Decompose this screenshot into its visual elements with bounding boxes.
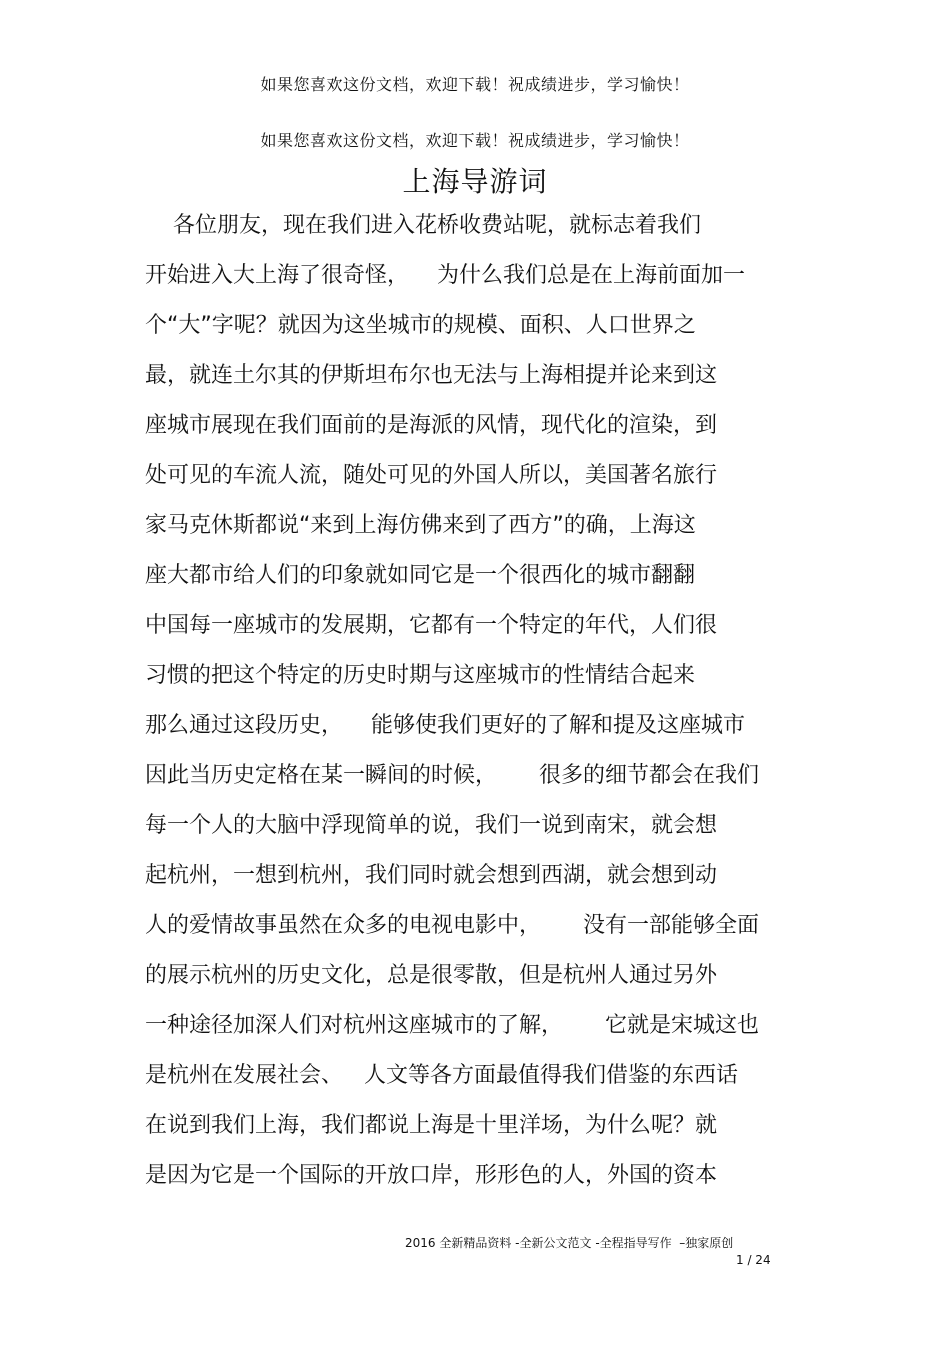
document-title: 上海导游词 — [402, 165, 548, 198]
body-line: 每一个人的大脑中浮现简单的说，我们一说到南宋，就会想 — [145, 813, 718, 838]
page-number: 1 / 24 — [736, 1253, 771, 1267]
body-line: 处可见的车流人流，随处可见的外国人所以，美国著名旅行 — [145, 463, 718, 488]
body-line: 人的爱情故事虽然在众多的电视电影中， 没有一部能够全面 — [145, 913, 759, 938]
promo-text-second: 如果您喜欢这份文档，欢迎下载！祝成绩进步，学习愉快！ — [260, 131, 690, 150]
body-line: 开始进入大上海了很奇怪， 为什么我们总是在上海前面加一 — [145, 263, 745, 288]
body-line: 因此当历史定格在某一瞬间的时候， 很多的细节都会在我们 — [145, 763, 759, 788]
body-line: 座大都市给人们的印象就如同它是一个很西化的城市翻翻 — [145, 563, 696, 588]
body-line: 是因为它是一个国际的开放口岸，形形色的人，外国的资本 — [145, 1163, 718, 1188]
body-line: 习惯的把这个特定的历史时期与这座城市的性情结合起来 — [145, 663, 696, 688]
body-line: 个“大”字呢？就因为这坐城市的规模、面积、人口世界之 — [145, 313, 696, 338]
body-line: 那么通过这段历史， 能够使我们更好的了解和提及这座城市 — [145, 713, 745, 738]
body-line: 最，就连土尔其的伊斯坦布尔也无法与上海相提并论来到这 — [145, 363, 718, 388]
body-line: 座城市展现在我们面前的是海派的风情，现代化的渲染，到 — [145, 413, 718, 438]
body-line: 中国每一座城市的发展期，它都有一个特定的年代，人们很 — [145, 613, 718, 638]
body-line: 一种途径加深人们对杭州这座城市的了解， 它就是宋城这也 — [145, 1013, 759, 1038]
footer-tagline: 2016 全新精品资料 -全新公文范文 -全程指导写作 –独家原创 — [405, 1236, 734, 1250]
body-line: 是杭州在发展社会、 人文等各方面最值得我们借鉴的东西话 — [145, 1063, 738, 1088]
body-line: 各位朋友，现在我们进入花桥收费站呢，就标志着我们 — [145, 213, 701, 238]
document-body — [145, 208, 805, 1208]
body-line: 家马克休斯都说“来到上海仿佛来到了西方”的确，上海这 — [145, 513, 696, 538]
body-line: 起杭州，一想到杭州，我们同时就会想到西湖，就会想到动 — [145, 863, 718, 888]
body-line: 的展示杭州的历史文化，总是很零散，但是杭州人通过另外 — [145, 963, 718, 988]
body-line: 在说到我们上海，我们都说上海是十里洋场，为什么呢？就 — [145, 1113, 718, 1138]
promo-text-top: 如果您喜欢这份文档，欢迎下载！祝成绩进步，学习愉快！ — [260, 75, 690, 94]
